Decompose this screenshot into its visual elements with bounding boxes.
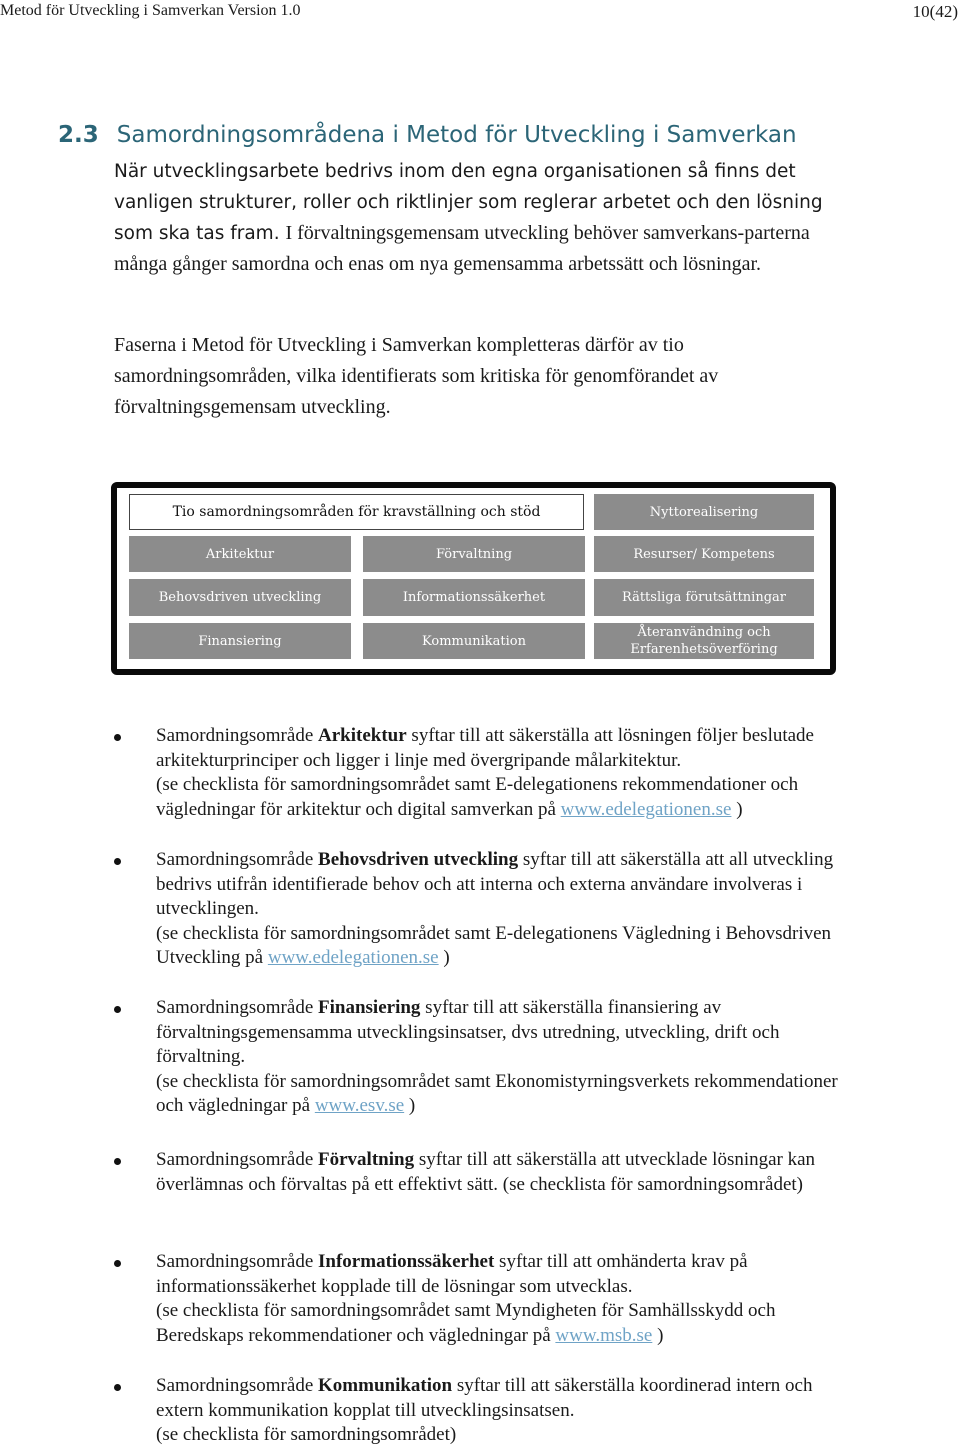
cell-forvaltning: Förvaltning [363, 536, 585, 572]
list-item-note: (se checklista för samordningsområdet samt Ekonomistyrningsverkets rekommendationer och vägledningar på [156, 1070, 838, 1116]
cell-ateranvandning [594, 623, 814, 659]
bullet-marker [114, 1260, 121, 1267]
list-item-prefix: Samordningsområde [156, 849, 319, 870]
list-item-close: ) [404, 1095, 416, 1116]
cell-ateranvandning-line2: Erfarenhetsöverföring [630, 642, 778, 657]
list-item-finansiering [156, 996, 856, 1119]
bullet-marker [114, 1006, 121, 1013]
intro-sentence-2: I förvaltningsgemensam utveckling behöver samverkans-parterna många gånger samordna och enas om nya gemensamma arbetssätt och lösningar. [114, 222, 810, 275]
msb-link[interactable]: www.msb.se [555, 1324, 653, 1346]
list-item-term: Finansiering [318, 997, 421, 1018]
list-item-term: Behovsdriven utveckling [318, 849, 519, 870]
list-item-body: syftar till att säkerställa att utvecklade lösningar kan överlämnas och förvaltas på ett effektivt sätt. (se checklista för samordningsområdet) [156, 1149, 816, 1195]
list-item-close: ) [438, 947, 450, 968]
list-item-note: (se checklista för samordningsområdet samt Myndigheten för Samhällsskydd och Beredskaps rekommendationer och vägledningar på [156, 1300, 776, 1346]
list-item-body: syftar till att säkerställa att lösningen följer beslutade arkitekturprinciper och ligger i linje med övergripande målarkitektur. [156, 725, 814, 771]
coordination-areas-diagram [111, 482, 836, 675]
bullet-marker [114, 858, 121, 865]
section-number: 2.3 [58, 122, 99, 148]
list-item-arkitektur [156, 724, 856, 822]
bullet-marker [114, 1158, 121, 1165]
list-item-body: syftar till att omhänderta krav på informationssäkerhet kopplade till de lösningar som utvecklas. [156, 1251, 748, 1297]
list-item-prefix: Samordningsområde [156, 997, 319, 1018]
edelegationen-link[interactable]: www.edelegationen.se [267, 947, 439, 968]
cell-finansiering: Finansiering [129, 623, 351, 659]
page-number: 10(42) [912, 2, 958, 21]
list-item-note: (se checklista för samordningsområdet) [156, 1424, 457, 1445]
list-item-close: ) [652, 1324, 664, 1346]
section-title: Samordningsområdena i Metod för Utveckling i Samverkan [116, 122, 797, 148]
cell-behovsdriven-utveckling: Behovsdriven utveckling [129, 579, 351, 616]
list-item-informationssakerhet [156, 1250, 856, 1348]
list-item-close: ) [731, 798, 743, 820]
phases-paragraph: Faserna i Metod för Utveckling i Samverkan kompletteras därför av tio samordningsområden, vilka identifierats som kritiska för genomförandet av förvaltningsgemensam utveckling. [114, 334, 719, 418]
list-item-prefix: Samordningsområde [156, 725, 319, 746]
list-item-prefix: Samordningsområde [156, 1375, 319, 1396]
list-item-term: Informationssäkerhet [318, 1251, 495, 1272]
cell-informationssakerhet: Informationssäkerhet [363, 579, 585, 616]
list-item-term: Förvaltning [318, 1149, 415, 1170]
diagram-title: Tio samordningsområden för kravställning och stöd [129, 494, 584, 530]
intro-paragraph [114, 156, 854, 280]
cell-kommunikation: Kommunikation [363, 623, 585, 659]
cell-arkitektur: Arkitektur [129, 536, 351, 572]
list-item-note: (se checklista för samordningsområdet samt E-delegationens Vägledning i Behovsdriven Utveckling på [156, 922, 832, 968]
list-item-prefix: Samordningsområde [156, 1149, 319, 1170]
list-item-behovsdriven [156, 848, 856, 971]
cell-rattsliga-forutsattningar: Rättsliga förutsättningar [594, 579, 814, 616]
bullet-marker [114, 734, 121, 741]
edelegationen-link[interactable]: www.edelegationen.se [560, 798, 732, 820]
list-item-prefix: Samordningsområde [156, 1251, 319, 1272]
cell-nyttorealisering: Nyttorealisering [594, 494, 814, 530]
esv-link[interactable]: www.esv.se [314, 1095, 405, 1116]
list-item-body: syftar till att säkerställa finansiering av förvaltningsgemensamma utvecklingsinsatser, dvs utredning, utveckling, drift och förvaltning. [156, 997, 780, 1067]
list-item-forvaltning [156, 1148, 856, 1197]
intro-sentence-1: När utvecklingsarbete bedrivs inom den egna organisationen så finns det vanligen strukturer, roller och riktlinjer som reglerar arbetet och den lösning som ska tas fram. [114, 161, 823, 244]
list-item-body: syftar till att säkerställa att all utveckling bedrivs utifrån identifierade behov och att interna och externa användare involveras i utvecklingen. [156, 849, 834, 919]
cell-ateranvandning-line1: Återanvändning och [637, 625, 771, 640]
list-item-term: Arkitektur [318, 725, 407, 746]
cell-resurser-kompetens: Resurser/ Kompetens [594, 536, 814, 572]
list-item-note: (se checklista för samordningsområdet samt E-delegationens rekommendationer och vägledningar för arkitektur och digital samverkan på [156, 774, 799, 820]
list-item-body: syftar till att säkerställa koordinerad intern och extern kommunikation kopplat till utvecklingsinsatsen. [156, 1375, 813, 1421]
section-heading [58, 122, 797, 148]
document-header-title: Metod för Utveckling i Samverkan Version 1.0 [0, 2, 301, 19]
list-item-term: Kommunikation [318, 1375, 453, 1396]
bullet-marker [114, 1384, 121, 1391]
list-item-kommunikation [156, 1374, 856, 1448]
